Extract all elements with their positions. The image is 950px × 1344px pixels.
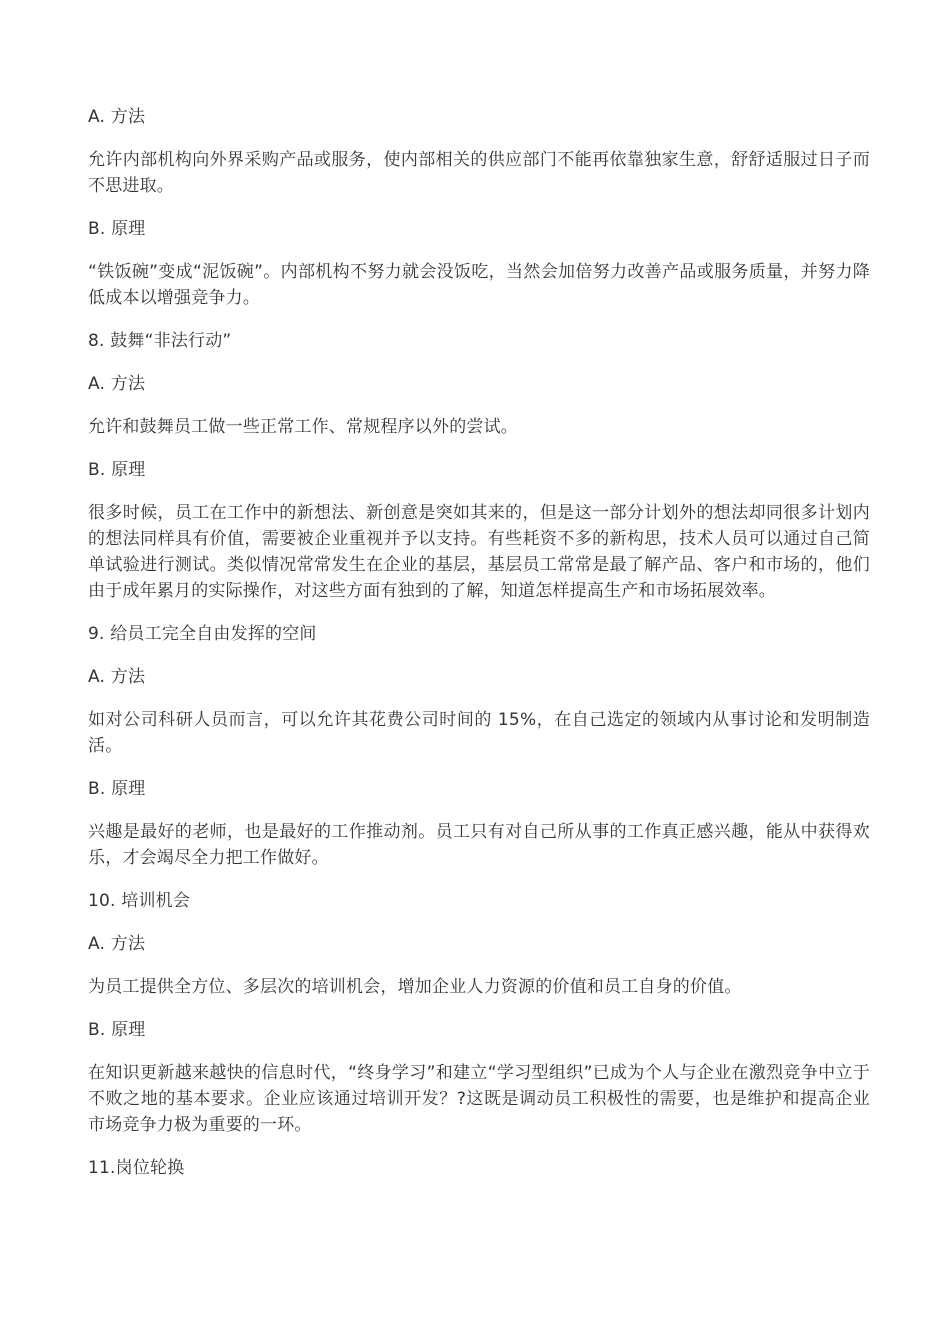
- section-label-principle: B. 原理: [88, 219, 146, 239]
- section-label-method: A. 方法: [88, 107, 146, 127]
- section-label-method: A. 方法: [88, 374, 146, 394]
- paragraph-principle-8: 很多时候，员工在工作中的新想法、新创意是突如其来的，但是这一部分计划外的想法却同很多计划内的想法同样具有价值，需要被企业重视并予以支持。有些耗资不多的新构思，技术人员可以通过自己简单试验进行测试。类似情况常常发生在企业的基层，基层员工常常是最了解产品、客户和市场的，他们由于成年累月的实际操作，对这些方面有独到的了解，知道怎样提高生产和市场拓展效率。: [88, 503, 870, 601]
- section-label-method: A. 方法: [88, 934, 146, 954]
- paragraph-method-9: 如对公司科研人员而言，可以允许其花费公司时间的 15%，在自己选定的领域内从事讨论和发明制造活。: [88, 710, 870, 756]
- section-heading-8: 8. 鼓舞“非法行动”: [88, 331, 232, 351]
- section-label-method: A. 方法: [88, 667, 146, 687]
- document-page: [88, 104, 870, 1198]
- section-label-principle: B. 原理: [88, 779, 146, 799]
- paragraph-method-outsourcing: 允许内部机构向外界采购产品或服务，使内部相关的供应部门不能再依靠独家生意，舒舒适服过日子而不思进取。: [88, 150, 870, 196]
- paragraph-principle-outsourcing: “铁饭碗”变成“泥饭碗”。内部机构不努力就会没饭吃，当然会加倍努力改善产品或服务质量，并努力降低成本以增强竞争力。: [88, 262, 870, 308]
- section-heading-9: 9. 给员工完全自由发挥的空间: [88, 624, 317, 644]
- section-heading-11: 11.岗位轮换: [88, 1158, 185, 1178]
- paragraph-method-10: 为员工提供全方位、多层次的培训机会，增加企业人力资源的价值和员工自身的价值。: [88, 977, 742, 997]
- section-label-principle: B. 原理: [88, 460, 146, 480]
- section-heading-10: 10. 培训机会: [88, 891, 191, 911]
- paragraph-principle-9: 兴趣是最好的老师，也是最好的工作推动剂。员工只有对自己所从事的工作真正感兴趣，能从中获得欢乐，才会竭尽全力把工作做好。: [88, 822, 870, 868]
- section-label-principle: B. 原理: [88, 1020, 146, 1040]
- paragraph-method-8: 允许和鼓舞员工做一些正常工作、常规程序以外的尝试。: [88, 417, 518, 437]
- paragraph-principle-10: 在知识更新越来越快的信息时代，“终身学习”和建立“学习型组织”已成为个人与企业在激烈竞争中立于不败之地的基本要求。企业应该通过培训开发？?这既是调动员工积极性的需要，也是维护和提高企业市场竞争力极为重要的一环。: [88, 1063, 870, 1135]
